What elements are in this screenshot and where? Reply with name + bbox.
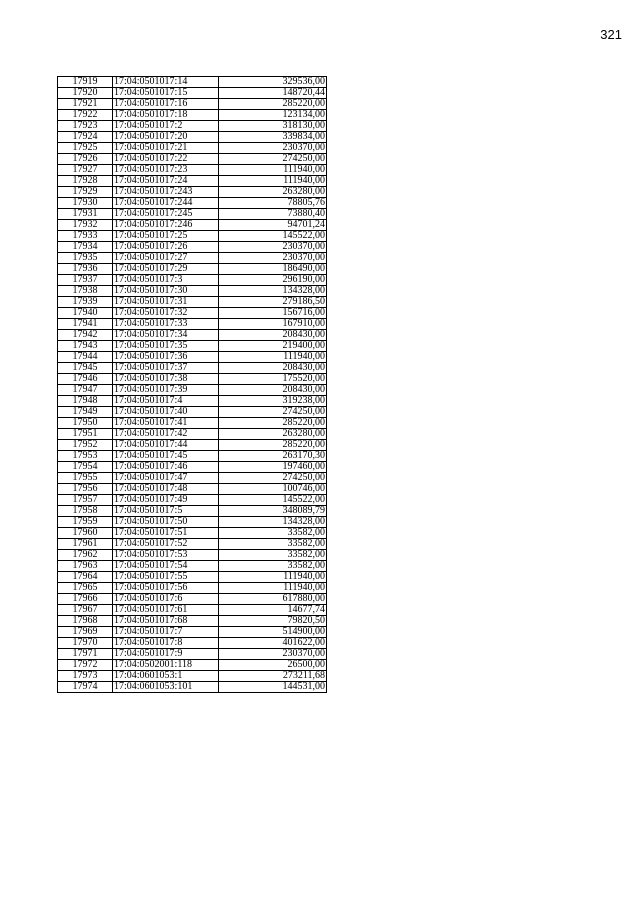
row-number-cell: 17952	[58, 440, 113, 451]
cadastral-number-cell: 17:04:0501017:23	[113, 165, 219, 176]
cadastral-number-cell: 17:04:0501017:49	[113, 495, 219, 506]
table-row	[58, 440, 327, 451]
amount-cell: 401622,00	[219, 638, 327, 649]
table-row	[58, 528, 327, 539]
amount-cell: 186490,00	[219, 264, 327, 275]
cadastral-number-cell: 17:04:0501017:20	[113, 132, 219, 143]
amount-cell: 33582,00	[219, 539, 327, 550]
cadastral-number-cell: 17:04:0501017:5	[113, 506, 219, 517]
row-number-cell: 17920	[58, 88, 113, 99]
amount-cell: 279186,50	[219, 297, 327, 308]
row-number-cell: 17973	[58, 671, 113, 682]
amount-cell: 319238,00	[219, 396, 327, 407]
cadastral-number-cell: 17:04:0501017:26	[113, 242, 219, 253]
amount-cell: 134328,00	[219, 286, 327, 297]
row-number-cell: 17935	[58, 253, 113, 264]
amount-cell: 514900,00	[219, 627, 327, 638]
row-number-cell: 17972	[58, 660, 113, 671]
cadastral-number-cell: 17:04:0501017:48	[113, 484, 219, 495]
amount-cell: 26500,00	[219, 660, 327, 671]
amount-cell: 111940,00	[219, 352, 327, 363]
row-number-cell: 17968	[58, 616, 113, 627]
amount-cell: 339834,00	[219, 132, 327, 143]
amount-cell: 285220,00	[219, 440, 327, 451]
table-row	[58, 517, 327, 528]
row-number-cell: 17969	[58, 627, 113, 638]
cadastral-number-cell: 17:04:0501017:243	[113, 187, 219, 198]
cadastral-number-cell: 17:04:0501017:31	[113, 297, 219, 308]
table-row	[58, 341, 327, 352]
row-number-cell: 17962	[58, 550, 113, 561]
cadastral-number-cell: 17:04:0501017:53	[113, 550, 219, 561]
table-row	[58, 495, 327, 506]
cadastral-number-cell: 17:04:0501017:30	[113, 286, 219, 297]
table-row	[58, 550, 327, 561]
table-row	[58, 187, 327, 198]
cadastral-number-cell: 17:04:0501017:24	[113, 176, 219, 187]
table-row	[58, 506, 327, 517]
cadastral-number-cell: 17:04:0501017:39	[113, 385, 219, 396]
amount-cell: 219400,00	[219, 341, 327, 352]
amount-cell: 78805,76	[219, 198, 327, 209]
row-number-cell: 17974	[58, 682, 113, 693]
amount-cell: 329536,00	[219, 77, 327, 88]
table-row	[58, 594, 327, 605]
table-row	[58, 407, 327, 418]
cadastral-number-cell: 17:04:0501017:15	[113, 88, 219, 99]
row-number-cell: 17944	[58, 352, 113, 363]
row-number-cell: 17923	[58, 121, 113, 132]
table-row	[58, 473, 327, 484]
cadastral-number-cell: 17:04:0501017:32	[113, 308, 219, 319]
table-row	[58, 110, 327, 121]
table-row	[58, 330, 327, 341]
table-row	[58, 143, 327, 154]
cadastral-number-cell: 17:04:0501017:50	[113, 517, 219, 528]
row-number-cell: 17940	[58, 308, 113, 319]
amount-cell: 263280,00	[219, 429, 327, 440]
table-row	[58, 88, 327, 99]
row-number-cell: 17951	[58, 429, 113, 440]
cadastral-number-cell: 17:04:0501017:61	[113, 605, 219, 616]
cadastral-number-cell: 17:04:0501017:46	[113, 462, 219, 473]
table-row	[58, 220, 327, 231]
cadastral-number-cell: 17:04:0501017:55	[113, 572, 219, 583]
amount-cell: 167910,00	[219, 319, 327, 330]
row-number-cell: 17943	[58, 341, 113, 352]
row-number-cell: 17939	[58, 297, 113, 308]
row-number-cell: 17930	[58, 198, 113, 209]
cadastral-number-cell: 17:04:0501017:2	[113, 121, 219, 132]
table-row	[58, 363, 327, 374]
amount-cell: 285220,00	[219, 418, 327, 429]
cadastral-number-cell: 17:04:0501017:33	[113, 319, 219, 330]
amount-cell: 111940,00	[219, 572, 327, 583]
amount-cell: 208430,00	[219, 330, 327, 341]
cadastral-number-cell: 17:04:0501017:246	[113, 220, 219, 231]
row-number-cell: 17932	[58, 220, 113, 231]
row-number-cell: 17961	[58, 539, 113, 550]
amount-cell: 175520,00	[219, 374, 327, 385]
table-row	[58, 627, 327, 638]
table-row	[58, 352, 327, 363]
cadastral-number-cell: 17:04:0501017:14	[113, 77, 219, 88]
row-number-cell: 17936	[58, 264, 113, 275]
row-number-cell: 17933	[58, 231, 113, 242]
amount-cell: 79820,50	[219, 616, 327, 627]
table-row	[58, 561, 327, 572]
table-row	[58, 682, 327, 693]
amount-cell: 263280,00	[219, 187, 327, 198]
cadastral-number-cell: 17:04:0501017:21	[113, 143, 219, 154]
amount-cell: 296190,00	[219, 275, 327, 286]
row-number-cell: 17957	[58, 495, 113, 506]
row-number-cell: 17956	[58, 484, 113, 495]
amount-cell: 100746,00	[219, 484, 327, 495]
table-row	[58, 154, 327, 165]
table-row	[58, 165, 327, 176]
table-row	[58, 176, 327, 187]
amount-cell: 123134,00	[219, 110, 327, 121]
cadastral-number-cell: 17:04:0501017:29	[113, 264, 219, 275]
table-row	[58, 462, 327, 473]
cadastral-number-cell: 17:04:0501017:37	[113, 363, 219, 374]
cadastral-number-cell: 17:04:0501017:36	[113, 352, 219, 363]
table-row	[58, 264, 327, 275]
cadastral-number-cell: 17:04:0601053:101	[113, 682, 219, 693]
table-row	[58, 308, 327, 319]
amount-cell: 348089,79	[219, 506, 327, 517]
row-number-cell: 17966	[58, 594, 113, 605]
table-body	[58, 77, 327, 693]
table-row	[58, 198, 327, 209]
row-number-cell: 17959	[58, 517, 113, 528]
amount-cell: 111940,00	[219, 176, 327, 187]
table-row	[58, 671, 327, 682]
cadastral-number-cell: 17:04:0501017:52	[113, 539, 219, 550]
row-number-cell: 17947	[58, 385, 113, 396]
table-row	[58, 539, 327, 550]
table-row	[58, 418, 327, 429]
amount-cell: 14677,74	[219, 605, 327, 616]
amount-cell: 73880,40	[219, 209, 327, 220]
table-row	[58, 286, 327, 297]
cadastral-number-cell: 17:04:0501017:51	[113, 528, 219, 539]
amount-cell: 230370,00	[219, 253, 327, 264]
cadastral-number-cell: 17:04:0501017:38	[113, 374, 219, 385]
amount-cell: 274250,00	[219, 154, 327, 165]
amount-cell: 145522,00	[219, 495, 327, 506]
cadastral-number-cell: 17:04:0501017:244	[113, 198, 219, 209]
cadastral-number-cell: 17:04:0501017:34	[113, 330, 219, 341]
table-row	[58, 638, 327, 649]
table-row	[58, 77, 327, 88]
cadastral-number-cell: 17:04:0501017:68	[113, 616, 219, 627]
row-number-cell: 17929	[58, 187, 113, 198]
amount-cell: 230370,00	[219, 143, 327, 154]
amount-cell: 263170,30	[219, 451, 327, 462]
row-number-cell: 17955	[58, 473, 113, 484]
row-number-cell: 17960	[58, 528, 113, 539]
row-number-cell: 17937	[58, 275, 113, 286]
cadastral-number-cell: 17:04:0501017:44	[113, 440, 219, 451]
cadastral-number-cell: 17:04:0501017:4	[113, 396, 219, 407]
cadastral-number-cell: 17:04:0501017:3	[113, 275, 219, 286]
cadastral-number-cell: 17:04:0601053:1	[113, 671, 219, 682]
table-row	[58, 132, 327, 143]
amount-cell: 274250,00	[219, 473, 327, 484]
amount-cell: 111940,00	[219, 165, 327, 176]
row-number-cell: 17945	[58, 363, 113, 374]
cadastral-number-cell: 17:04:0501017:54	[113, 561, 219, 572]
row-number-cell: 17967	[58, 605, 113, 616]
amount-cell: 197460,00	[219, 462, 327, 473]
amount-cell: 230370,00	[219, 242, 327, 253]
cadastral-number-cell: 17:04:0501017:56	[113, 583, 219, 594]
table-row	[58, 484, 327, 495]
cadastral-number-cell: 17:04:0501017:22	[113, 154, 219, 165]
row-number-cell: 17921	[58, 99, 113, 110]
row-number-cell: 17948	[58, 396, 113, 407]
row-number-cell: 17941	[58, 319, 113, 330]
cadastral-number-cell: 17:04:0501017:47	[113, 473, 219, 484]
row-number-cell: 17971	[58, 649, 113, 660]
cadastral-number-cell: 17:04:0501017:40	[113, 407, 219, 418]
table-row	[58, 583, 327, 594]
amount-cell: 145522,00	[219, 231, 327, 242]
table-row	[58, 242, 327, 253]
cadastral-number-cell: 17:04:0501017:6	[113, 594, 219, 605]
row-number-cell: 17924	[58, 132, 113, 143]
table-row	[58, 209, 327, 220]
table-row	[58, 319, 327, 330]
amount-cell: 208430,00	[219, 363, 327, 374]
cadastral-number-cell: 17:04:0501017:25	[113, 231, 219, 242]
amount-cell: 33582,00	[219, 561, 327, 572]
amount-cell: 274250,00	[219, 407, 327, 418]
row-number-cell: 17931	[58, 209, 113, 220]
table-row	[58, 297, 327, 308]
table-row	[58, 572, 327, 583]
row-number-cell: 17925	[58, 143, 113, 154]
cadastral-number-cell: 17:04:0501017:9	[113, 649, 219, 660]
cadastral-number-cell: 17:04:0501017:42	[113, 429, 219, 440]
row-number-cell: 17946	[58, 374, 113, 385]
amount-cell: 230370,00	[219, 649, 327, 660]
amount-cell: 273211,68	[219, 671, 327, 682]
row-number-cell: 17922	[58, 110, 113, 121]
row-number-cell: 17958	[58, 506, 113, 517]
amount-cell: 33582,00	[219, 528, 327, 539]
cadastral-number-cell: 17:04:0501017:35	[113, 341, 219, 352]
row-number-cell: 17927	[58, 165, 113, 176]
amount-cell: 148720,44	[219, 88, 327, 99]
table-row	[58, 660, 327, 671]
cadastral-number-cell: 17:04:0502001:118	[113, 660, 219, 671]
cadastral-number-cell: 17:04:0501017:16	[113, 99, 219, 110]
page-number: 321	[600, 27, 622, 42]
cadastral-number-cell: 17:04:0501017:41	[113, 418, 219, 429]
row-number-cell: 17928	[58, 176, 113, 187]
row-number-cell: 17942	[58, 330, 113, 341]
cadastral-number-cell: 17:04:0501017:45	[113, 451, 219, 462]
row-number-cell: 17970	[58, 638, 113, 649]
table-row	[58, 616, 327, 627]
table-row	[58, 231, 327, 242]
table-row	[58, 253, 327, 264]
row-number-cell: 17950	[58, 418, 113, 429]
table-row	[58, 396, 327, 407]
amount-cell: 94701,24	[219, 220, 327, 231]
row-number-cell: 17954	[58, 462, 113, 473]
table-row	[58, 451, 327, 462]
amount-cell: 33582,00	[219, 550, 327, 561]
table-row	[58, 385, 327, 396]
row-number-cell: 17964	[58, 572, 113, 583]
table-row	[58, 99, 327, 110]
table-row	[58, 429, 327, 440]
amount-cell: 144531,00	[219, 682, 327, 693]
row-number-cell: 17934	[58, 242, 113, 253]
table-row	[58, 605, 327, 616]
row-number-cell: 17949	[58, 407, 113, 418]
amount-cell: 134328,00	[219, 517, 327, 528]
cadastral-number-cell: 17:04:0501017:27	[113, 253, 219, 264]
cadastral-number-cell: 17:04:0501017:18	[113, 110, 219, 121]
table-row	[58, 374, 327, 385]
cadastral-number-cell: 17:04:0501017:7	[113, 627, 219, 638]
row-number-cell: 17919	[58, 77, 113, 88]
cadastral-value-table	[57, 76, 327, 693]
amount-cell: 111940,00	[219, 583, 327, 594]
row-number-cell: 17926	[58, 154, 113, 165]
cadastral-number-cell: 17:04:0501017:8	[113, 638, 219, 649]
amount-cell: 208430,00	[219, 385, 327, 396]
amount-cell: 617880,00	[219, 594, 327, 605]
row-number-cell: 17938	[58, 286, 113, 297]
table-row	[58, 275, 327, 286]
amount-cell: 285220,00	[219, 99, 327, 110]
table-row	[58, 649, 327, 660]
table-row	[58, 121, 327, 132]
cadastral-number-cell: 17:04:0501017:245	[113, 209, 219, 220]
row-number-cell: 17953	[58, 451, 113, 462]
row-number-cell: 17965	[58, 583, 113, 594]
row-number-cell: 17963	[58, 561, 113, 572]
amount-cell: 318130,00	[219, 121, 327, 132]
amount-cell: 156716,00	[219, 308, 327, 319]
